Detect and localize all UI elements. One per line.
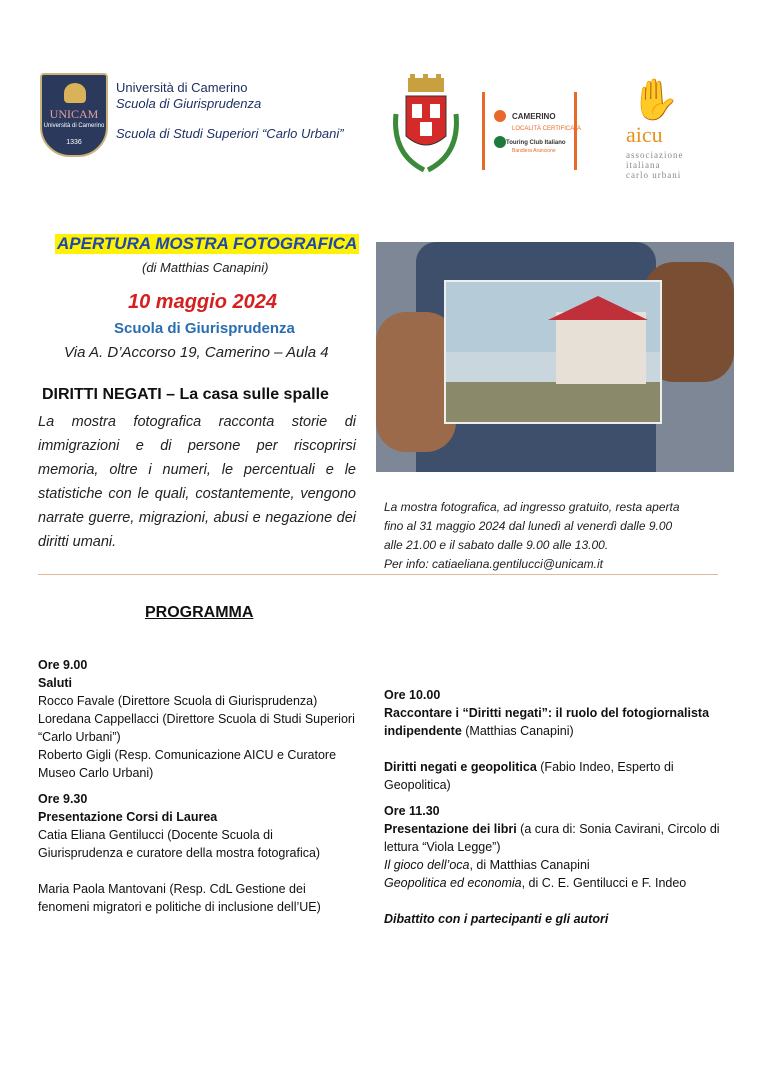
time-slot: Ore 9.30	[38, 792, 88, 806]
photo-roof	[548, 296, 648, 320]
event-date: 10 maggio 2024	[128, 291, 277, 313]
book-author: , di Matthias Canapini	[469, 858, 590, 872]
book-title: Geopolitica ed economia	[384, 876, 522, 890]
school-name: Scuola di Giurisprudenza	[116, 96, 262, 111]
tci-flag: Bandiera Arancione	[512, 148, 556, 154]
tci-name: Touring Club Italiano	[506, 140, 566, 146]
unicam-logo-name: UNICAM	[49, 107, 99, 121]
session-title: Diritti negati e geopolitica	[384, 760, 537, 774]
divider	[38, 574, 718, 575]
exhibition-description: La mostra fotografica racconta storie di immigrazioni e di persone per riscoprirsi memoria, oltre i numeri, le percentuali e le statistiche con le quali, costantemente, vengono narrate guerre, migrazioni, abusi e negazione dei diritti umani.	[38, 414, 356, 550]
session-title: Presentazione dei libri	[384, 822, 517, 836]
tci-cert: LOCALITÀ CERTIFICATA	[512, 126, 582, 132]
speaker: Rocco Favale (Direttore Scuola di Giurisprudenza)	[38, 694, 318, 708]
exhibition-photo	[376, 242, 734, 472]
info-contact: Per info: catiaeliana.gentilucci@unicam.it	[384, 557, 603, 571]
camerino-coat-of-arms-icon	[388, 74, 464, 184]
aicu-tagline: associazione italiana carlo urbani	[626, 150, 684, 180]
university-name: Università di Camerino	[116, 80, 248, 95]
unicam-logo-year: 1336	[66, 139, 82, 146]
touring-club-icon	[494, 110, 506, 122]
time-slot: Ore 11.30	[384, 804, 440, 818]
info-line: fino al 31 maggio 2024 dal lunedì al venerdì dalle 9.00	[384, 519, 673, 533]
tci-city: CAMERINO	[512, 112, 556, 121]
session-title: Raccontare i “Diritti negati”: il ruolo del fotogiornalista indipendente	[384, 706, 710, 738]
programme-right-column	[384, 686, 724, 928]
session-title: Saluti	[38, 676, 73, 690]
aicu-hand-icon: ✋	[630, 78, 680, 122]
speaker: Roberto Gigli (Resp. Comunicazione AICU e Curatore Museo Carlo Urbani)	[38, 748, 337, 780]
book-author: , di C. E. Gentilucci e F. Indeo	[521, 876, 687, 890]
event-author: (di Matthias Canapini)	[142, 260, 269, 275]
exhibition-info	[384, 498, 724, 574]
time-slot: Ore 9.00	[38, 658, 88, 672]
programme-heading: PROGRAMMA	[145, 604, 254, 621]
speaker: (Matthias Canapini)	[461, 724, 574, 738]
book-title: Il gioco dell’oca	[384, 858, 470, 872]
info-line: alle 21.00 e il sabato dalle 9.00 alle 13.00.	[384, 538, 609, 552]
speaker: Catia Eliana Gentilucci (Docente Scuola di Giurisprudenza e curatore della mostra fotografica)	[38, 828, 321, 860]
session-title: Presentazione Corsi di Laurea	[38, 810, 218, 824]
aicu-word: aicu	[626, 122, 663, 147]
event-heading: APERTURA MOSTRA FOTOGRAFICA	[57, 234, 358, 253]
photo-print	[444, 280, 662, 424]
crest-icon	[64, 83, 86, 103]
touring-club-logo	[482, 92, 582, 164]
higher-school-name: Scuola di Studi Superiori “Carlo Urbani”	[116, 126, 344, 141]
speaker: (Fabio Indeo, Esperto di Geopolitica)	[384, 760, 674, 792]
programme-left-column	[38, 656, 358, 916]
session-note: (a cura di: Sonia Cavirani, Circolo di lettura “Viola Legge”)	[384, 822, 720, 854]
time-slot: Ore 10.00	[384, 688, 441, 702]
unicam-shield-icon	[40, 73, 108, 157]
event-venue: Scuola di Giurisprudenza	[114, 320, 295, 337]
touring-club-badge-icon	[494, 136, 506, 148]
unicam-logo-sub: Università di Camerino	[43, 123, 105, 129]
exhibition-title: DIRITTI NEGATI – La casa sulle spalle	[42, 386, 329, 403]
info-line: La mostra fotografica, ad ingresso gratuito, resta aperta	[384, 500, 680, 514]
speaker: Maria Paola Mantovani (Resp. CdL Gestione dei fenomeni migratori e politiche di inclusione dell’UE)	[38, 882, 321, 914]
orange-bar-left	[482, 92, 485, 170]
event-address: Via A. D’Accorso 19, Camerino – Aula 4	[64, 344, 329, 361]
photo-house	[556, 312, 646, 384]
aicu-logo	[620, 80, 700, 190]
speaker: Loredana Cappellacci (Direttore Scuola di Studi Superiori “Carlo Urbani”)	[38, 712, 355, 744]
closing-debate: Dibattito con i partecipanti e gli autori	[384, 912, 609, 926]
photo-ground	[446, 382, 660, 422]
